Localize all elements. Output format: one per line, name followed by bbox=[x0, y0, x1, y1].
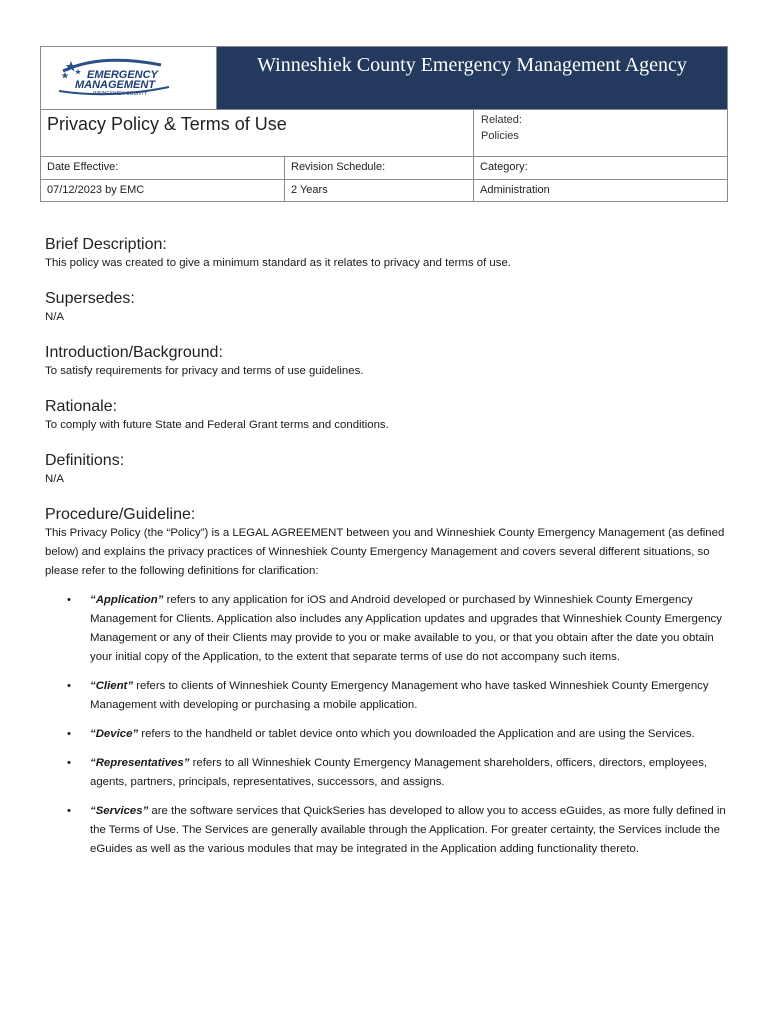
list-item bbox=[45, 591, 735, 667]
revision-schedule-label: Revision Schedule: bbox=[285, 157, 474, 180]
definitions-text: N/A bbox=[45, 473, 64, 485]
definition-term: “Application” bbox=[90, 594, 164, 606]
definition-text: refers to clients of Winneshiek County Emergency Management who have tasked Winneshiek County Emergency Management with developing or purchasing a mobile application. bbox=[90, 680, 709, 711]
brief-description-text: This policy was created to give a minimum standard as it relates to privacy and terms of use. bbox=[45, 257, 511, 269]
supersedes-heading: Supersedes: bbox=[45, 290, 135, 307]
date-effective-value: 07/12/2023 by EMC bbox=[41, 180, 285, 202]
title-row bbox=[41, 110, 727, 157]
related-label: Related: bbox=[481, 114, 522, 126]
list-item bbox=[45, 802, 735, 859]
procedure-heading: Procedure/Guideline: bbox=[45, 506, 196, 523]
category-value: Administration bbox=[480, 184, 550, 196]
definition-text: refers to any application for iOS and Android developed or purchased by Winneshiek County Emergency Management for Clients. Application also includes any Application updates and upgrades that Winneshiek County Emergency Management or any of their Clients may provide to you or make available to you, or that you obtain after the date you obtain your initial copy of the Application, to the extent that separate terms of use do not accompany such items. bbox=[90, 594, 722, 663]
definitions-heading: Definitions: bbox=[45, 452, 125, 469]
introduction-heading: Introduction/Background: bbox=[45, 344, 223, 361]
definition-text: are the software services that QuickSeries has developed to allow you to access eGuides, as more fully defined in the Terms of Use. The Services are generally available through the Application. For greater certainty, the Services include the eGuides as well as the various modules that may be integrated in the Application adding functionality thereto. bbox=[90, 805, 726, 855]
definition-term: “Representatives” bbox=[90, 757, 190, 769]
bullet-icon: • bbox=[67, 757, 71, 769]
bullet-icon: • bbox=[67, 594, 71, 606]
policy-title: Privacy Policy & Terms of Use bbox=[41, 110, 474, 156]
emergency-management-logo-icon bbox=[41, 47, 217, 109]
bullet-icon: • bbox=[67, 805, 71, 817]
brief-description-heading: Brief Description: bbox=[45, 236, 167, 253]
related-cell bbox=[474, 110, 727, 158]
definition-term: “Device” bbox=[90, 728, 139, 740]
list-item bbox=[45, 754, 735, 792]
definition-term: “Client” bbox=[90, 680, 134, 692]
agency-logo bbox=[41, 47, 217, 110]
logo-text-line2: MANAGEMENT bbox=[75, 79, 156, 91]
policy-body bbox=[45, 236, 735, 859]
bullet-icon: • bbox=[67, 680, 71, 692]
bullet-icon: • bbox=[67, 728, 71, 740]
definition-term: “Services” bbox=[90, 805, 149, 817]
related-value: Policies bbox=[481, 130, 519, 142]
supersedes-text: N/A bbox=[45, 311, 64, 323]
rationale-heading: Rationale: bbox=[45, 398, 118, 415]
definition-text: refers to the handheld or tablet device onto which you downloaded the Application and are using the Services. bbox=[138, 728, 695, 740]
list-item bbox=[45, 725, 735, 744]
revision-schedule-value: 2 Years bbox=[285, 180, 474, 202]
rationale-text: To comply with future State and Federal Grant terms and conditions. bbox=[45, 419, 389, 431]
definitions-list bbox=[45, 591, 735, 859]
procedure-intro-text: This Privacy Policy (the “Policy”) is a LEGAL AGREEMENT between you and Winneshiek County Emergency Management (as defined below) and explains the privacy practices of Winneshiek County Emergency Management and covers several different situations, so please refer to the following definitions for clarification: bbox=[45, 527, 725, 577]
agency-banner: Winneshiek County Emergency Management Agency bbox=[217, 47, 727, 110]
date-effective-label: Date Effective: bbox=[41, 157, 285, 180]
policy-header-table bbox=[40, 46, 728, 202]
category-label: Category: bbox=[474, 157, 728, 180]
list-item bbox=[45, 677, 735, 715]
logo-text-line3: WINNESHIEK COUNTY bbox=[93, 91, 148, 97]
definition-text: refers to all Winneshiek County Emergency Management shareholders, officers, directors, employees, agents, partners, principals, representatives, successors, and assigns. bbox=[90, 757, 708, 788]
introduction-text: To satisfy requirements for privacy and terms of use guidelines. bbox=[45, 365, 364, 377]
logo-text-line1: EMERGENCY bbox=[87, 69, 158, 81]
